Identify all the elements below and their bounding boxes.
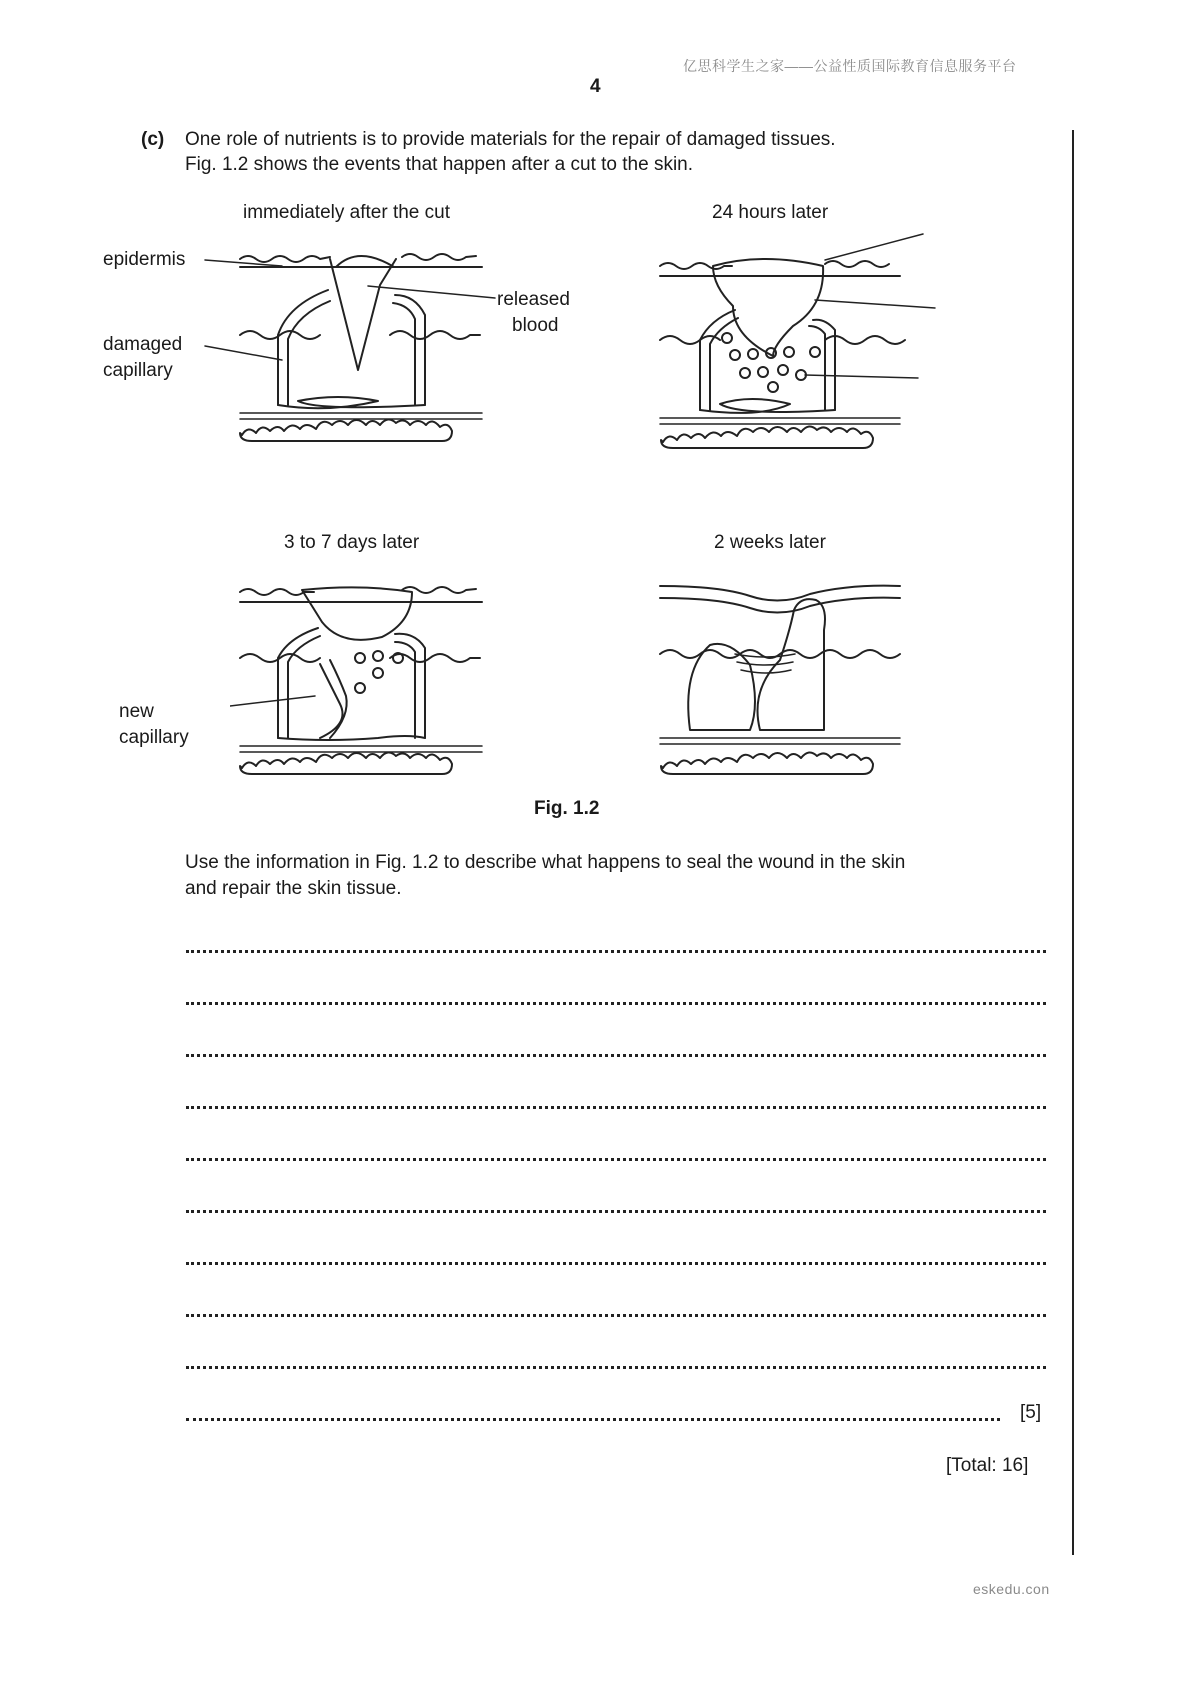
answer-line-3[interactable] bbox=[186, 1054, 1046, 1057]
label-new: new bbox=[119, 701, 154, 722]
answer-line-10[interactable] bbox=[186, 1418, 1000, 1421]
margin-rule bbox=[1072, 130, 1074, 1555]
label-new-capillary: capillary bbox=[119, 727, 189, 748]
label-released: released bbox=[497, 289, 570, 310]
intro-line-1: One role of nutrients is to provide materials for the repair of damaged tissues. bbox=[185, 129, 836, 150]
total-label: [Total: 16] bbox=[946, 1455, 1029, 1476]
intro-line-2: Fig. 1.2 shows the events that happen after a cut to the skin. bbox=[185, 154, 694, 175]
part-label: (c) bbox=[141, 129, 165, 150]
answer-line-8[interactable] bbox=[186, 1314, 1046, 1317]
answer-line-6[interactable] bbox=[186, 1210, 1046, 1213]
answer-line-7[interactable] bbox=[186, 1262, 1046, 1265]
answer-line-9[interactable] bbox=[186, 1366, 1046, 1369]
panel-diagram-24-hours bbox=[655, 230, 955, 465]
figure-caption: Fig. 1.2 bbox=[534, 798, 600, 819]
panel-diagram-3-to-7-days bbox=[230, 578, 490, 788]
panel-title-24-hours: 24 hours later bbox=[712, 202, 829, 223]
panel-title-2-weeks: 2 weeks later bbox=[714, 532, 826, 553]
answer-line-2[interactable] bbox=[186, 1002, 1046, 1005]
answer-line-5[interactable] bbox=[186, 1158, 1046, 1161]
panel-leader-lines-1 bbox=[200, 248, 520, 378]
panel-title-3-to-7-days: 3 to 7 days later bbox=[284, 532, 420, 553]
task-line-2: and repair the skin tissue. bbox=[185, 878, 402, 899]
label-blood: blood bbox=[512, 315, 559, 336]
marks-label: [5] bbox=[1020, 1402, 1042, 1423]
panel-title-immediately: immediately after the cut bbox=[243, 202, 450, 223]
answer-line-1[interactable] bbox=[186, 950, 1046, 953]
label-epidermis: epidermis bbox=[103, 249, 186, 270]
header-watermark: 亿思科学生之家——公益性质国际教育信息服务平台 bbox=[683, 58, 1017, 74]
answer-line-4[interactable] bbox=[186, 1106, 1046, 1109]
panel-diagram-2-weeks bbox=[655, 578, 915, 788]
label-damaged-capillary: capillary bbox=[103, 360, 173, 381]
label-damaged: damaged bbox=[103, 334, 183, 355]
task-line-1: Use the information in Fig. 1.2 to describe what happens to seal the wound in the skin bbox=[185, 852, 906, 873]
footer-site: eskedu.con bbox=[973, 1581, 1050, 1597]
page-number: 4 bbox=[590, 76, 601, 97]
